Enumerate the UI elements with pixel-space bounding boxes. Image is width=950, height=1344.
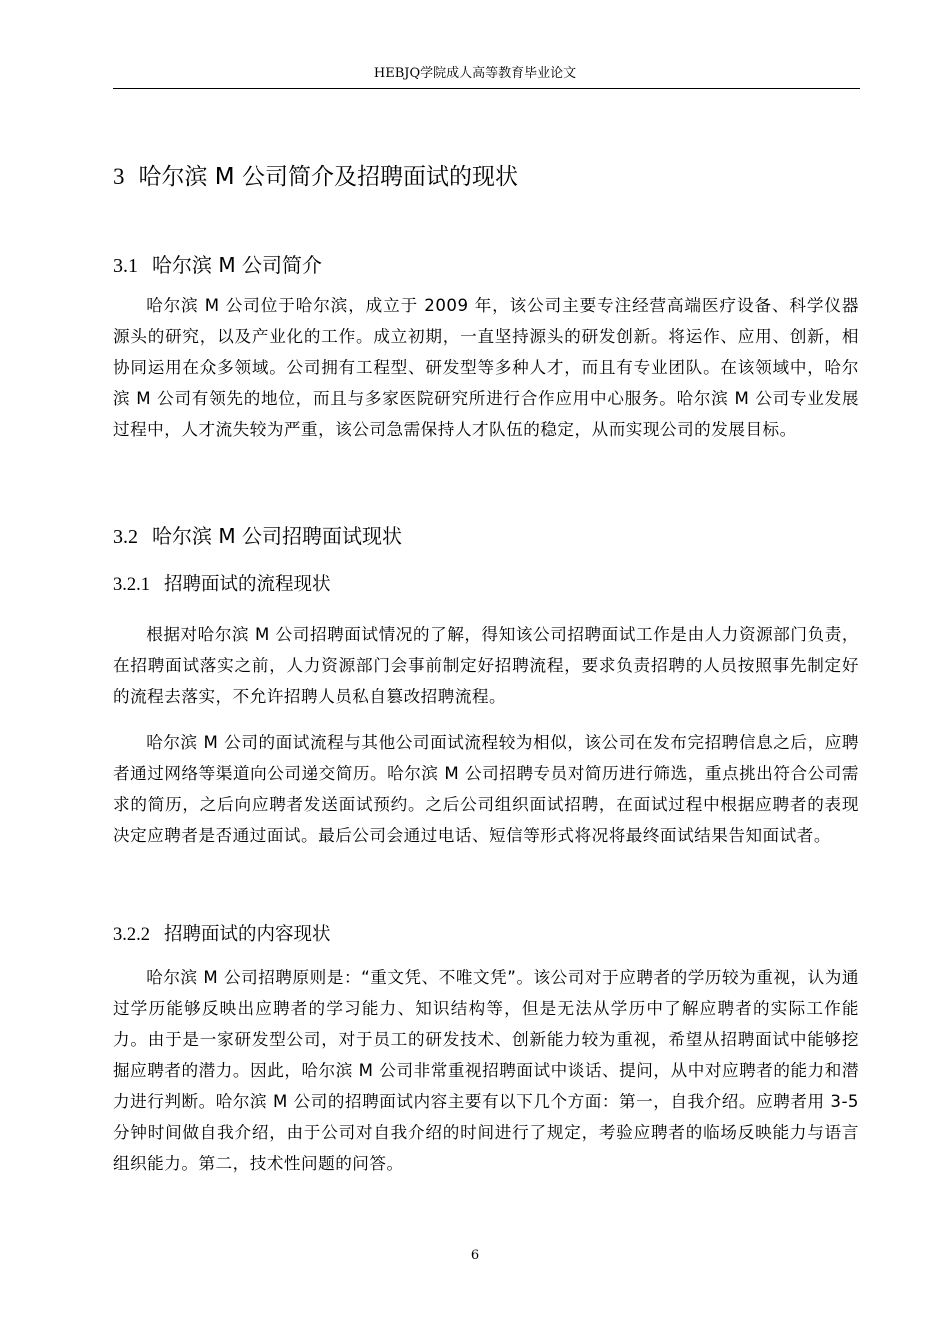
heading-number: 3.2.1	[113, 575, 150, 595]
heading-section-3-2-2	[113, 920, 331, 950]
heading-number: 3.2	[113, 526, 138, 548]
heading-title: 招聘面试的流程现状	[164, 574, 331, 595]
paragraph-process-1: 根据对哈尔滨 M 公司招聘面试情况的了解，得知该公司招聘面试工作是由人力资源部门负责，在招聘面试落实之前，人力资源部门会事前制定好招聘流程，要求负责招聘的人员按照事先制定好的流程去落实，不允许招聘人员私自篡改招聘流程。	[113, 625, 859, 706]
heading-title: 哈尔滨 M 公司简介及招聘面试的现状	[138, 164, 518, 190]
paragraph-content: 哈尔滨 M 公司招聘原则是：“重文凭、不唯文凭”。该公司对于应聘者的学历较为重视，认为通过学历能够反映出应聘者的学习能力、知识结构等，但是无法从学历中了解应聘者的实际工作能力。由于是一家研发型公司，对于员工的研发技术、创新能力较为重视，希望从招聘面试中能够挖掘应聘者的潜力。因此，哈尔滨 M 公司非常重视招聘面试中谈话、提问，从中对应聘者的能力和潜力进行判断。哈尔滨 M 公司的招聘面试内容主要有以下几个方面：第一，自我介绍。应聘者用 3-5 分钟时间做自我介绍，由于公司对自我介绍的时间进行了规定，考验应聘者的临场反映能力与语言组织能力。第二，技术性问题的问答。	[113, 968, 859, 1173]
heading-title: 哈尔滨 M 公司招聘面试现状	[152, 524, 402, 548]
paragraph-process-2: 哈尔滨 M 公司的面试流程与其他公司面试流程较为相似，该公司在发布完招聘信息之后，应聘者通过网络等渠道向公司递交简历。哈尔滨 M 公司招聘专员对简历进行筛选，重点挑出符合公司需求的简历，之后向应聘者发送面试预约。之后公司组织面试招聘，在面试过程中根据应聘者的表现决定应聘者是否通过面试。最后公司会通过电话、短信等形式将况将最终面试结果告知面试者。	[113, 733, 859, 845]
heading-title: 招聘面试的内容现状	[164, 924, 331, 945]
heading-number: 3.2.2	[113, 925, 150, 945]
heading-title: 哈尔滨 M 公司简介	[152, 253, 322, 277]
header-rule	[113, 88, 860, 89]
heading-number: 3	[113, 164, 125, 189]
running-header: HEBJQ学院成人高等教育毕业论文	[373, 66, 577, 81]
heading-section-3-1	[113, 250, 322, 281]
page-number: 6	[470, 1248, 480, 1263]
heading-number: 3.1	[113, 255, 138, 277]
heading-section-3	[113, 160, 518, 194]
heading-section-3-2-1	[113, 570, 331, 600]
paragraph-company-intro: 哈尔滨 M 公司位于哈尔滨，成立于 2009 年，该公司主要专注经营高端医疗设备、科学仪器源头的研究，以及产业化的工作。成立初期，一直坚持源头的研发创新。将运作、应用、创新，相协同运用在众多领域。公司拥有工程型、研发型等多种人才，而且有专业团队。在该领域中，哈尔滨 M 公司有领先的地位，而且与多家医院研究所进行合作应用中心服务。哈尔滨 M 公司专业发展过程中，人才流失较为严重，该公司急需保持人才队伍的稳定，从而实现公司的发展目标。	[113, 296, 859, 439]
heading-section-3-2	[113, 521, 402, 552]
